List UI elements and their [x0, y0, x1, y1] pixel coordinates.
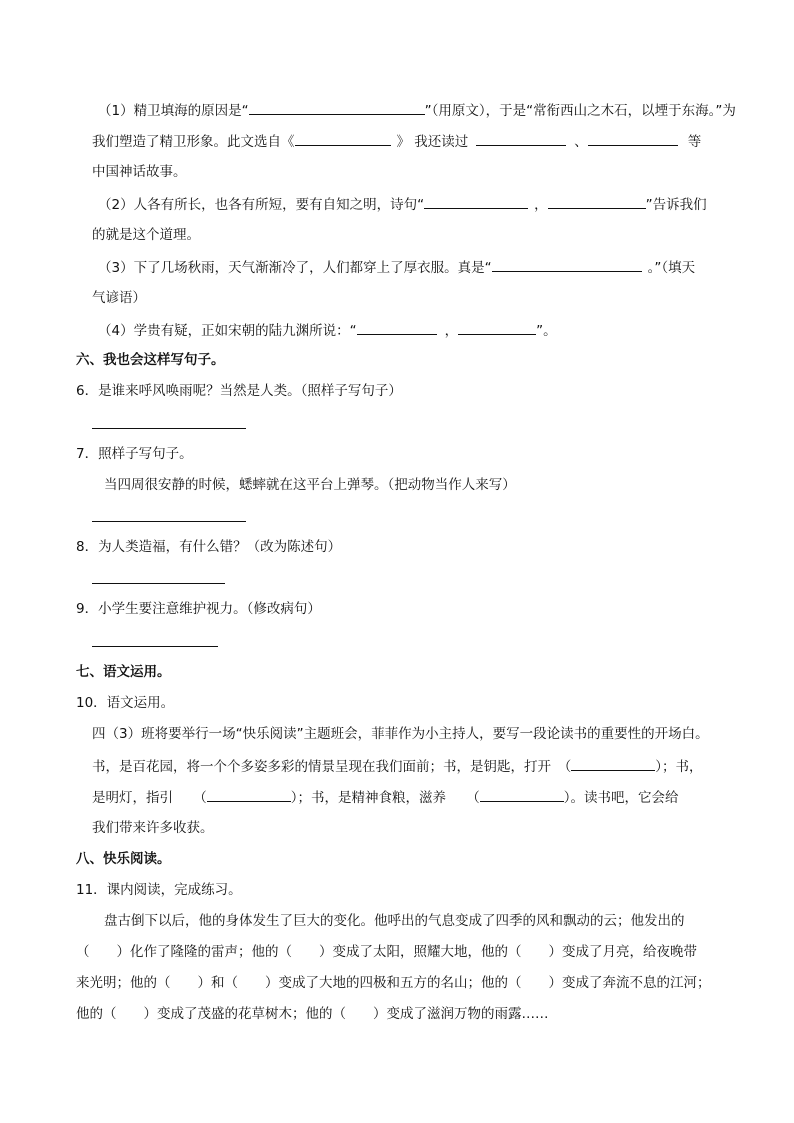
- question-10-line-2: [92, 756, 703, 777]
- q5-item-3-line-2: [92, 288, 146, 308]
- reading-passage-line-4: 他的（ ）变成了茂盛的花草树木；他的（ ）变成了滋润万物的雨露……: [76, 1006, 549, 1022]
- answer-blank[interactable]: [480, 787, 564, 802]
- text: ）；书，: [655, 759, 703, 775]
- question-8: 8．为人类造福，有什么错？（改为陈述句）: [76, 539, 342, 555]
- question-10: 10．语文运用。: [76, 695, 175, 711]
- text: 书，是百花园，将一个个多姿多彩的情景呈现在我们面前；书，是钥匙，打开 （: [92, 759, 572, 775]
- text: 的就是这个道理。: [92, 227, 200, 243]
- question-7-prompt: 当四周很安静的时候，蟋蟀就在这平台上弹琴。（把动物当作人来写）: [104, 477, 516, 493]
- reading-passage-line-1: 盘古倒下以后，他的身体发生了巨大的变化。他呼出的气息变成了四季的风和飘动的云；他发出的: [104, 913, 685, 929]
- q5-item-2-line-1: [98, 194, 707, 215]
- answer-blank[interactable]: [295, 131, 391, 146]
- question-10-line-4: 我们带来许多收获。: [92, 820, 214, 836]
- text: 中国神话故事。: [92, 164, 187, 180]
- text: 气谚语）: [92, 290, 146, 306]
- question-6: 6．是谁来呼风唤雨呢？当然是人类。（照样子写句子）: [76, 383, 402, 399]
- answer-line-q6[interactable]: [92, 428, 246, 429]
- text: ，: [444, 323, 459, 339]
- text: ”。: [536, 323, 557, 339]
- text: 、: [574, 134, 588, 150]
- answer-blank[interactable]: [207, 787, 291, 802]
- text: 等: [687, 134, 702, 150]
- q5-item-1-line-1: [98, 100, 736, 121]
- section-6-heading: 六、我也会这样写句子。: [76, 352, 225, 368]
- q5-item-1-line-3: [92, 162, 187, 182]
- answer-line-q8[interactable]: [92, 583, 225, 584]
- text: （4）学贵有疑，正如宋朝的陆九渊所说：“: [98, 323, 357, 339]
- q5-item-3-line-1: [98, 257, 695, 278]
- text: 是明灯，指引 （: [92, 790, 207, 806]
- q5-item-4-line-1: [98, 320, 557, 341]
- text: ”（用原文），于是“常衔西山之木石，以堙于东海。”为: [424, 103, 736, 119]
- answer-blank[interactable]: [492, 257, 642, 272]
- section-7-heading: 七、语文运用。: [76, 664, 171, 680]
- question-10-intro: 四（3）班将要举行一场“快乐阅读”主题班会，菲菲作为小主持人，要写一段论读书的重要性的开场白。: [92, 726, 709, 742]
- text: ）。读书吧，它会给: [563, 790, 679, 806]
- answer-line-q7[interactable]: [92, 521, 246, 522]
- answer-blank[interactable]: [476, 131, 566, 146]
- text: 》 我还读过: [396, 134, 469, 150]
- answer-blank[interactable]: [357, 320, 437, 335]
- answer-line-q9[interactable]: [92, 646, 218, 647]
- text: 我们塑造了精卫形象。此文选自《: [92, 134, 295, 150]
- text: （2）人各有所长，也各有所短，要有自知之明，诗句“: [98, 197, 425, 213]
- question-9: 9．小学生要注意维护视力。（修改病句）: [76, 601, 321, 617]
- reading-passage-line-2: （ ）化作了隆隆的雷声；他的（ ）变成了太阳，照耀大地，他的（ ）变成了月亮，给夜晚带: [76, 944, 697, 960]
- question-10-line-3: [92, 787, 679, 808]
- answer-blank[interactable]: [249, 100, 425, 115]
- q5-item-1-line-2: [92, 131, 701, 152]
- answer-blank[interactable]: [571, 756, 655, 771]
- q5-item-2-line-2: [92, 225, 200, 245]
- answer-blank[interactable]: [458, 320, 536, 335]
- section-8-heading: 八、快乐阅读。: [76, 851, 171, 867]
- text: （1）精卫填海的原因是“: [98, 103, 249, 119]
- text: 。”（填天: [647, 260, 696, 276]
- text: ，: [534, 197, 548, 213]
- text: （3）下了几场秋雨，天气渐渐冷了，人们都穿上了厚衣服。真是“: [98, 260, 492, 276]
- question-7: 7．照样子写句子。: [76, 446, 193, 462]
- answer-blank[interactable]: [424, 194, 528, 209]
- question-11: 11．课内阅读，完成练习。: [76, 882, 242, 898]
- text: ）；书，是精神食粮，滋养 （: [290, 790, 480, 806]
- answer-blank[interactable]: [548, 194, 646, 209]
- reading-passage-line-3: 来光明；他的（ ）和（ ）变成了大地的四极和五方的名山；他的（ ）变成了奔流不息的江河；: [76, 975, 711, 991]
- answer-blank[interactable]: [588, 131, 678, 146]
- text: ”告诉我们: [645, 197, 707, 213]
